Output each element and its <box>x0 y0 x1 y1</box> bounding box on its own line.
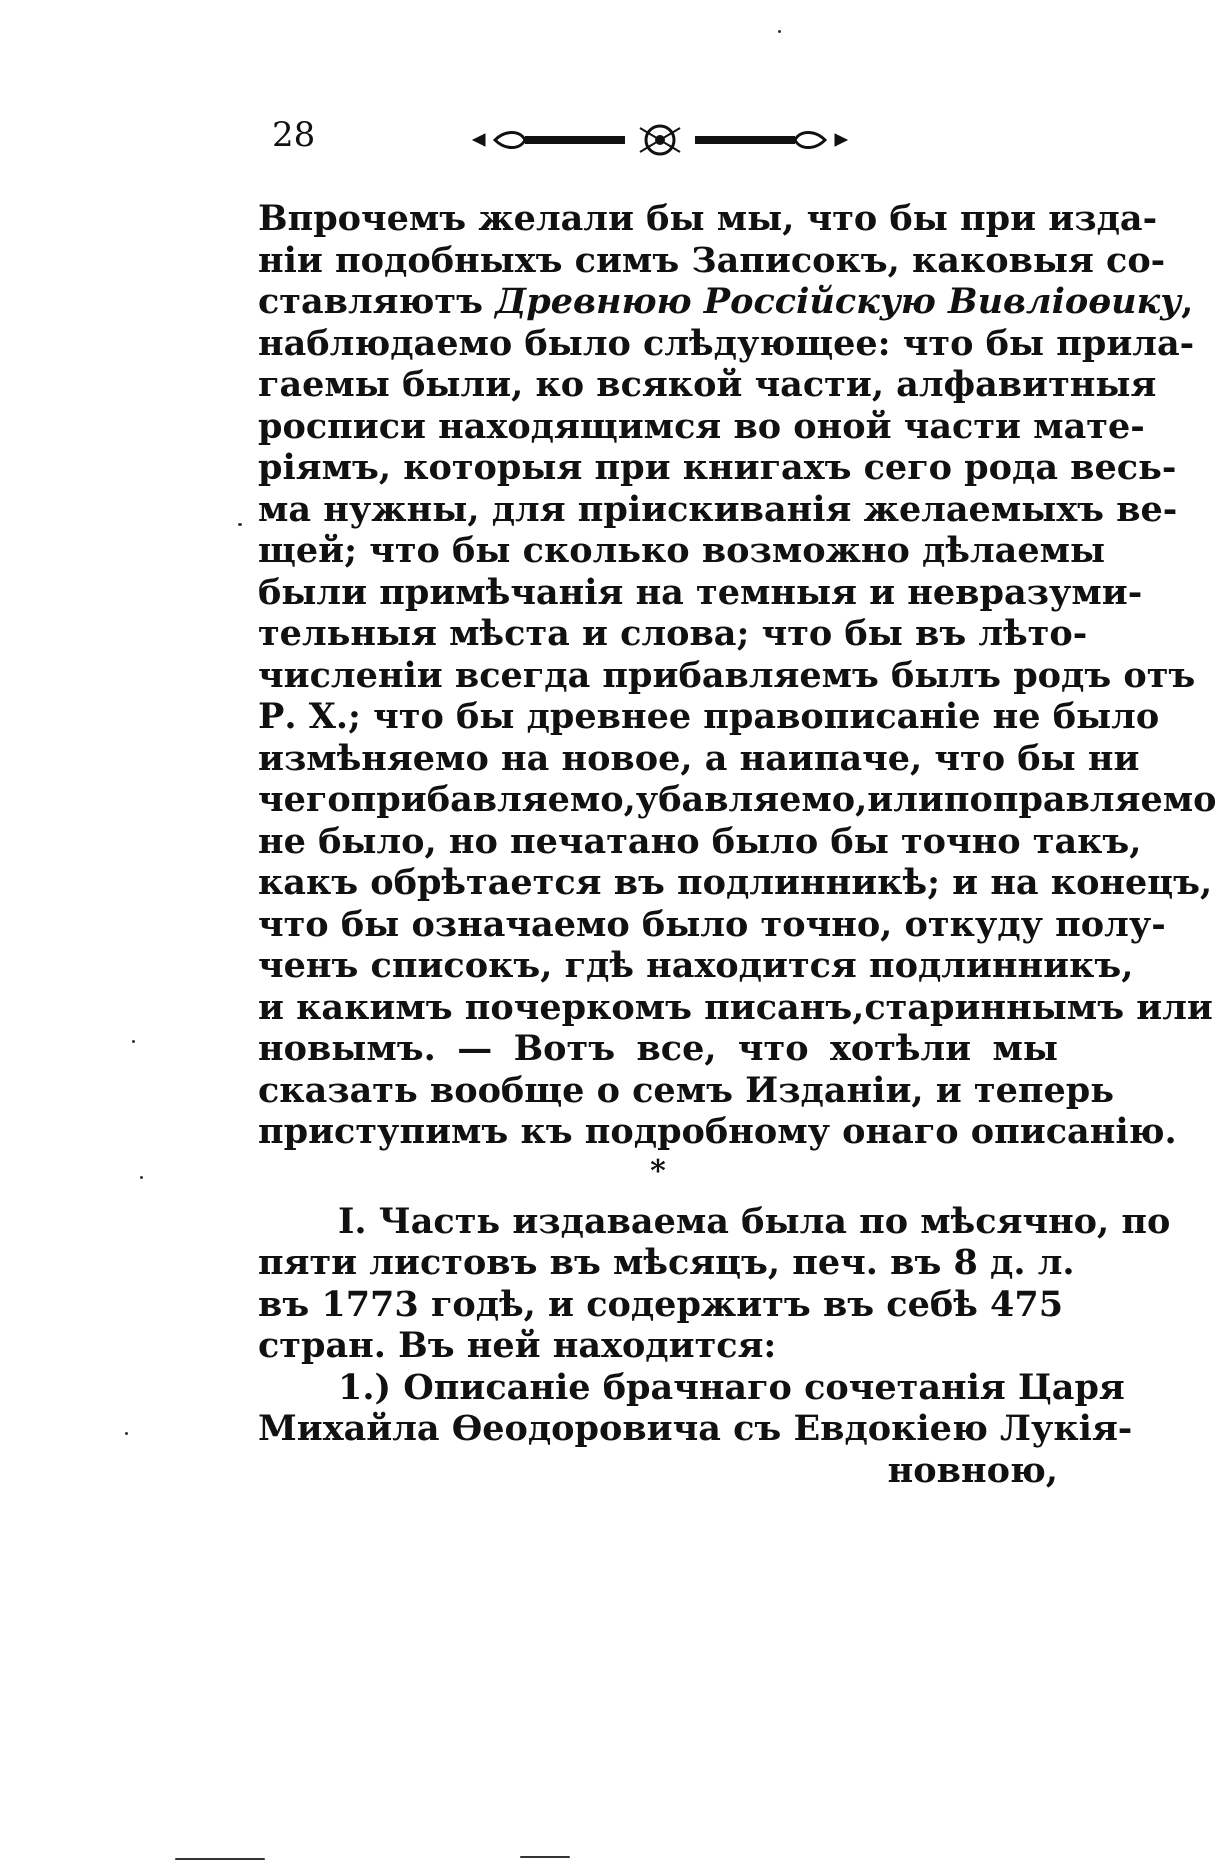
scan-speck <box>238 523 242 526</box>
text-line: сказать вообще о семъ Изданіи, и теперь <box>258 1069 1114 1111</box>
text-line: Впрочемъ желали бы мы, что бы при изда- <box>258 198 1158 239</box>
scan-speck <box>778 30 781 33</box>
text-line: ма нужны, для пріискиванія желаемыхъ ве- <box>258 488 1178 530</box>
text-line: Р. Х.; что бы древнее правописаніе не было <box>258 696 1160 737</box>
scan-speck <box>125 1432 128 1435</box>
text-segment: , <box>1181 281 1194 322</box>
scan-speck <box>140 1176 143 1179</box>
text-line: приступимъ къ подробному онаго описанію. <box>258 1111 1177 1152</box>
text-line: ріямъ, которыя при книгахъ сего рода весь- <box>258 447 1177 488</box>
paragraph-2 <box>258 1200 1171 1367</box>
body-text <box>258 198 1216 1491</box>
text-line: наблюдаемо было слѣдующее: что бы прила- <box>258 322 1195 364</box>
text-line: не было, но печатано было бы точно такъ, <box>258 820 1142 862</box>
scan-speck <box>175 1858 265 1860</box>
header-ornament <box>465 120 855 160</box>
paragraph-1 <box>258 198 1216 1153</box>
text-line: чегоприбавляемо,убавляемо,илипоправляемо <box>258 779 1216 820</box>
text-line: щей; что бы сколько возможно дѣлаемы <box>258 530 1106 571</box>
text-line: измѣняемо на новое, а наипаче, что бы ни <box>258 737 1140 779</box>
section-separator: * <box>650 1153 666 1189</box>
text-line: стран. Въ ней находится: <box>258 1325 777 1366</box>
text-line: 1.) Описаніе брачнаго сочетанія Царя <box>338 1366 1125 1408</box>
text-line: ніи подобныхъ симъ Записокъ, каковыя со- <box>258 239 1166 281</box>
italic-title: Древнюю Россійскую Вивліоѳику <box>495 281 1182 322</box>
text-line: были примѣчанія на темныя и невразуми- <box>258 571 1143 613</box>
text-line: гаемы были, ко всякой части, алфавитныя <box>258 364 1157 405</box>
scan-speck <box>132 1040 135 1043</box>
text-line: Михайла Ѳеодоровича съ Евдокіею Лукія- <box>258 1408 1133 1449</box>
text-segment: ставляютъ <box>258 281 496 322</box>
text-line: и какимъ почеркомъ писанъ,стариннымъ или <box>258 986 1213 1028</box>
text-line-with-title <box>258 281 1194 323</box>
text-line: росписи находящимся во оной части мате- <box>258 405 1145 447</box>
text-line: какъ обрѣтается въ подлинникѣ; и на конецъ, <box>258 862 1213 903</box>
paragraph-3 <box>258 1366 1133 1492</box>
text-line: тельныя мѣста и слова; что бы въ лѣто- <box>258 613 1088 654</box>
text-line: I. Часть издаваема была по мѣсячно, по <box>338 1200 1171 1242</box>
text-line: въ 1773 годѣ, и содержитъ въ себѣ 475 <box>258 1283 1064 1325</box>
text-line: новною, <box>887 1449 1058 1491</box>
text-line: численіи всегда прибавляемъ былъ родъ отъ <box>258 654 1196 696</box>
text-line: пяти листовъ въ мѣсяцъ, печ. въ 8 д. л. <box>258 1242 1075 1283</box>
page-number: 28 <box>272 115 316 155</box>
text-line: ченъ списокъ, гдѣ находится подлинникъ, <box>258 945 1134 986</box>
text-line: что бы означаемо было точно, откуду полу- <box>258 903 1166 945</box>
text-line: новымъ. — Вотъ все, что хотѣли мы <box>258 1028 1058 1069</box>
scan-speck <box>520 1856 570 1858</box>
